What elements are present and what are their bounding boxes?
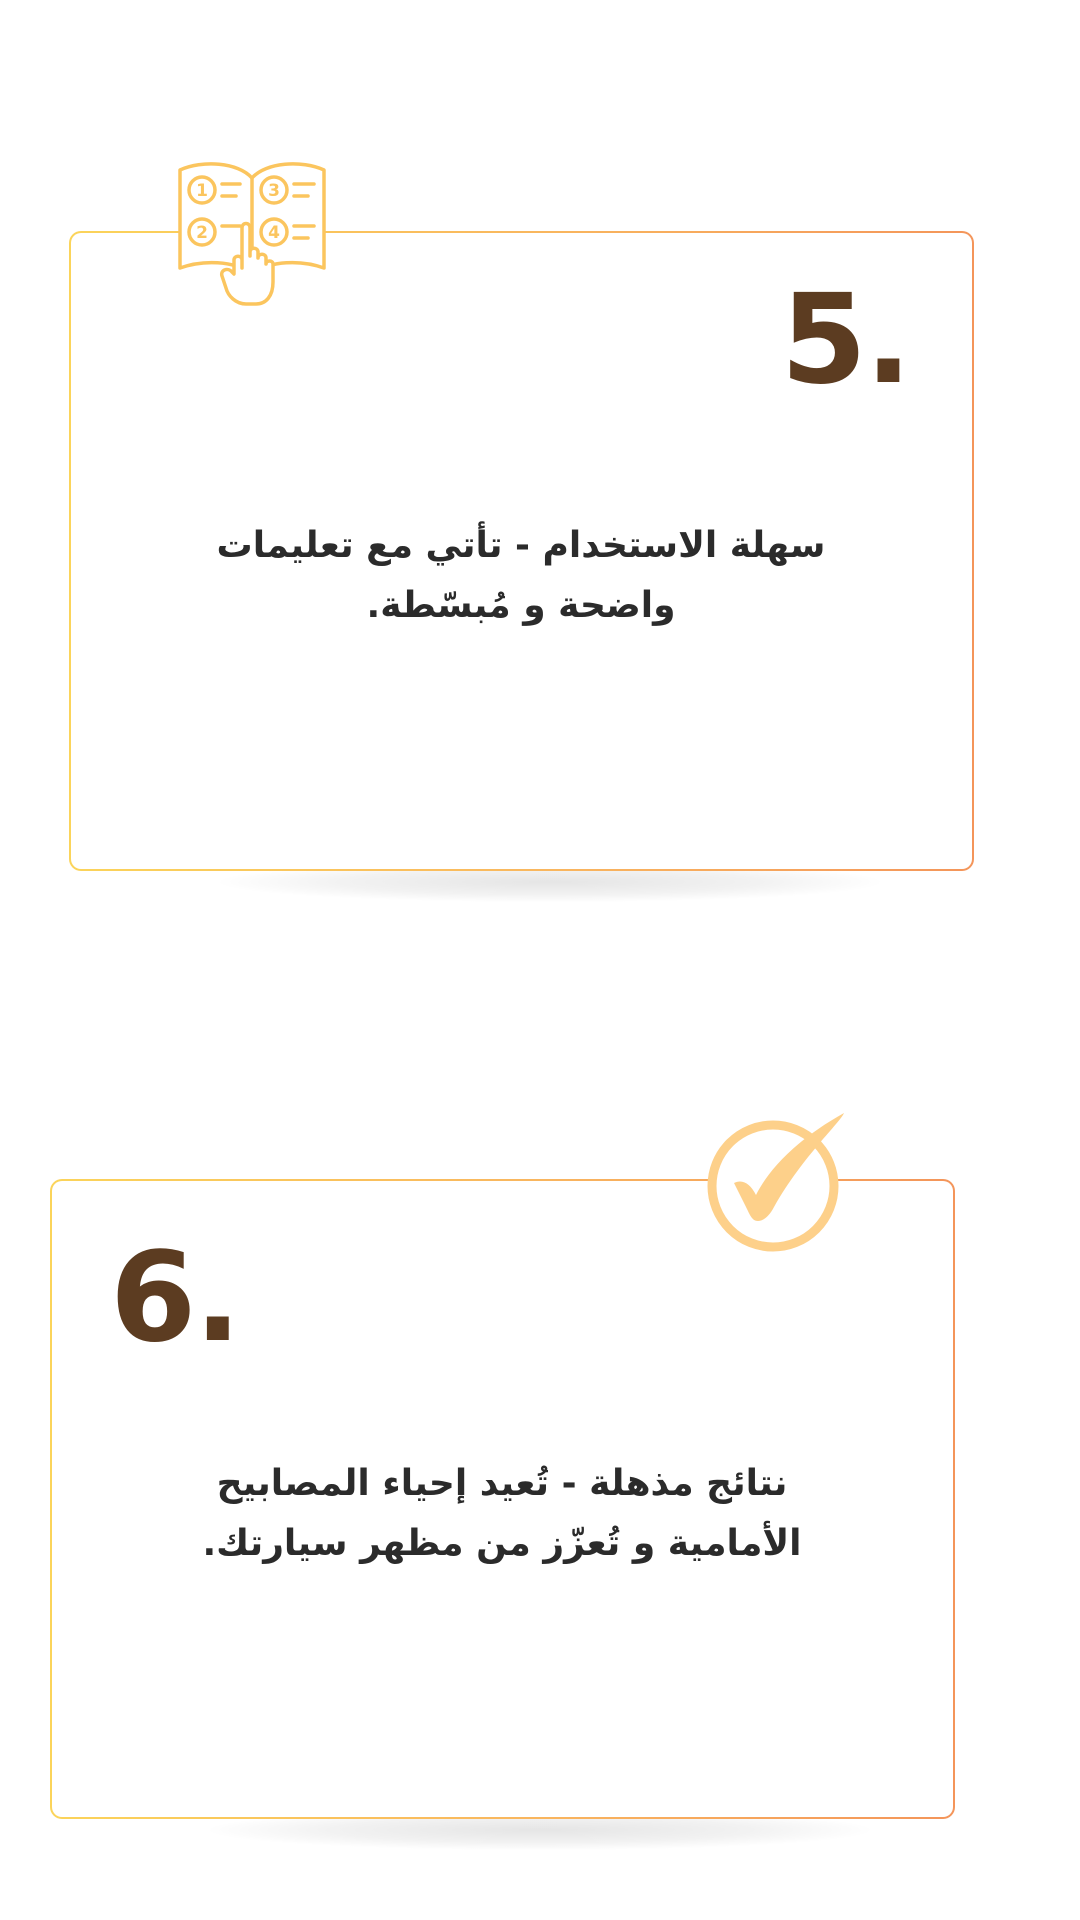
card-description-line-1: نتائج مذهلة - تُعيد إحياء المصابيح (216, 1463, 788, 1504)
card-number: 5. (780, 268, 910, 412)
card-description (192, 1454, 812, 1574)
check-circle-icon (706, 1105, 848, 1253)
card-description-line-1: سهلة الاستخدام - تأتي مع تعليمات (216, 525, 826, 566)
card-description (211, 516, 831, 636)
card-description-line-2: واضحة و مُبسّطة. (366, 585, 676, 626)
card-description-line-2: الأمامية و تُعزّز من مظهر سيارتك. (202, 1523, 802, 1564)
step-number-2: 2 (196, 223, 208, 243)
step-number-1: 1 (196, 181, 208, 201)
step-number-4: 4 (268, 223, 280, 243)
feature-card-5 (69, 231, 974, 871)
feature-card-6 (50, 1179, 955, 1819)
manual-book-icon (176, 156, 328, 308)
step-number-3: 3 (268, 181, 280, 201)
card-number: 6. (110, 1226, 240, 1370)
